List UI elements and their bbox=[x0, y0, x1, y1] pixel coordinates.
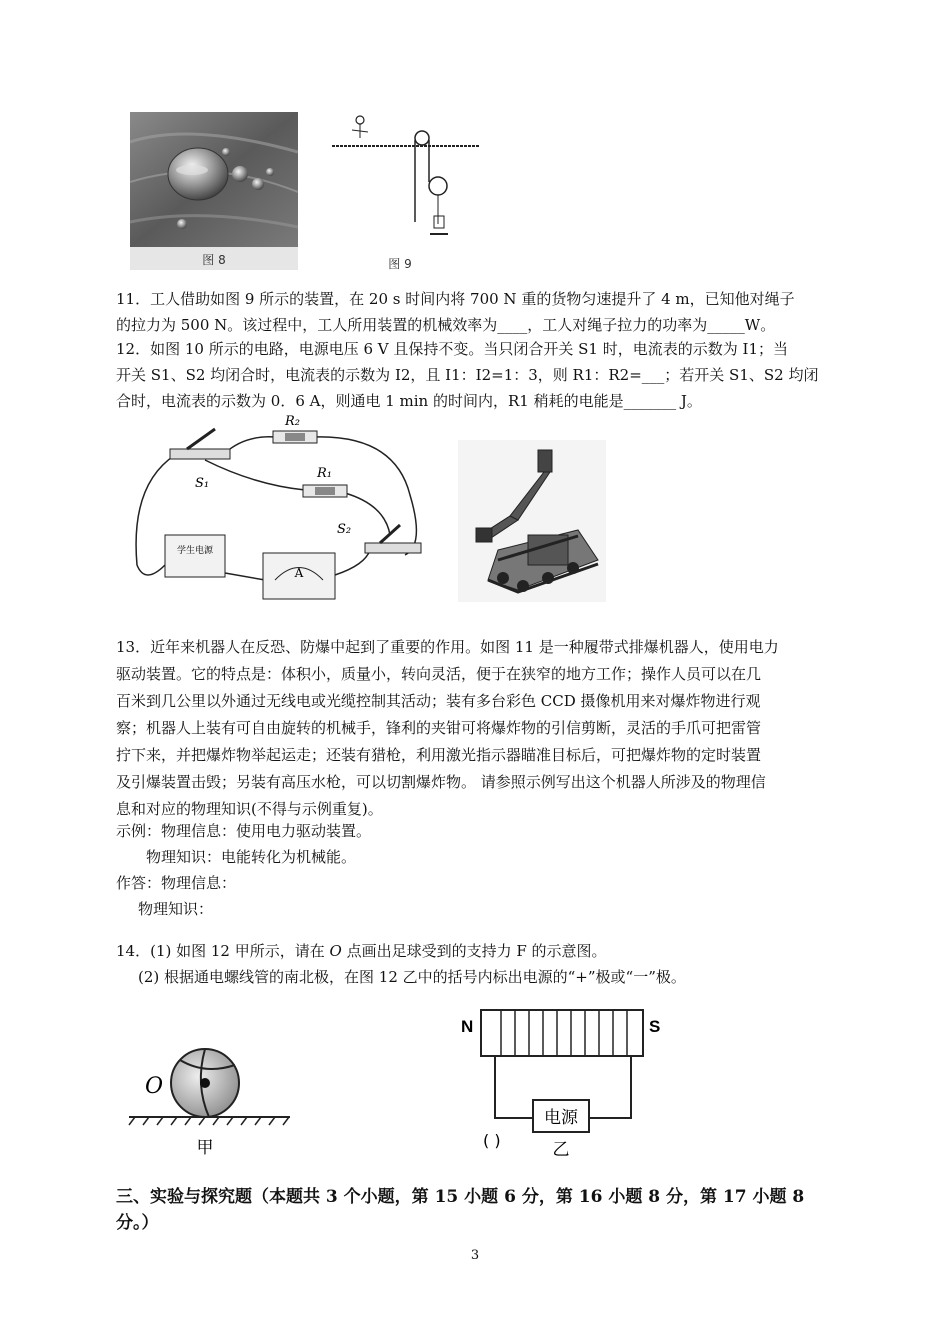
figure-11-robot bbox=[458, 440, 606, 602]
figure-12b bbox=[455, 1000, 680, 1160]
circuit-diagram bbox=[125, 415, 435, 605]
label-power-source: 电源 bbox=[544, 1108, 578, 1128]
figure-12a bbox=[125, 1035, 295, 1160]
label-s-pole: S bbox=[649, 1017, 661, 1036]
q13-line-3: 百米到几公里以外通过无线电或光缆控制其活动；装有多台彩色 CCD 摄像机用来对爆炸物进行观 bbox=[116, 692, 761, 710]
page-number: 3 bbox=[470, 1248, 480, 1263]
q11-line-2: 的拉力为 500 N。该过程中，工人所用装置的机械效率为____，工人对绳子拉力的功率为_____W。 bbox=[116, 316, 776, 334]
figure-8-caption: 图 8 bbox=[202, 253, 226, 267]
q13-answer-knowledge: 物理知识： bbox=[138, 900, 214, 918]
q13-line-7: 息和对应的物理知识(不得与示例重复)。 bbox=[116, 800, 383, 818]
q14-part-2: (2) 根据通电螺线管的南北极，在图 12 乙中的括号内标出电源的“+”极或“一”极。 bbox=[138, 968, 686, 986]
droplets-photo bbox=[130, 112, 298, 270]
q14-part1-pre: 14．(1) 如图 12 甲所示，请在 bbox=[116, 942, 330, 960]
label-ammeter: A bbox=[294, 566, 304, 580]
label-r2: R₂ bbox=[285, 415, 300, 429]
q13-example-info: 示例：物理信息：使用电力驱动装置。 bbox=[116, 822, 372, 840]
question-11 bbox=[116, 286, 846, 338]
pulley-diagram bbox=[330, 112, 485, 272]
q13-line-1: 13．近年来机器人在反恐、防爆中起到了重要的作用。如图 11 是一种履带式排爆机器人，使用电力 bbox=[116, 638, 779, 656]
label-polarity-bracket: ( ) bbox=[483, 1131, 501, 1150]
q13-example-knowledge: 物理知识：电能转化为机械能。 bbox=[146, 848, 357, 866]
q13-line-4: 察；机器人上装有可自由旋转的机械手，锋利的夹钳可将爆炸物的引信剪断，灵活的手爪可把雷管 bbox=[116, 719, 762, 737]
section-3-line-1: 三、实验与探究题（本题共 3 个小题，第 15 小题 6 分，第 16 小题 8 分，第 17 小题 8 bbox=[116, 1187, 805, 1207]
figure-9 bbox=[330, 112, 485, 272]
figure-12a-caption: 甲 bbox=[196, 1138, 214, 1158]
figure-12b-caption: 乙 bbox=[552, 1140, 570, 1160]
section-3-line-2: 分。） bbox=[116, 1213, 159, 1233]
q13-line-2: 驱动装置。它的特点是：体积小，质量小，转向灵活，便于在狭窄的地方工作；操作人员可以在几 bbox=[116, 665, 762, 683]
label-s1: S₁ bbox=[195, 476, 210, 491]
q13-line-6: 及引爆装置击毁；另装有高压水枪，可以切割爆炸物。 请参照示例写出这个机器人所涉及的物理信 bbox=[116, 773, 766, 791]
section-3-heading bbox=[116, 1184, 846, 1236]
label-supply: 学生电源 bbox=[176, 546, 214, 556]
label-n-pole: N bbox=[461, 1017, 474, 1036]
figure-8 bbox=[130, 112, 298, 270]
robot-photo bbox=[458, 440, 606, 602]
label-r1: R₁ bbox=[317, 466, 332, 481]
q12-line-3: 合时，电流表的示数为 0．6 A，则通电 1 min 的时间内，R1 稍耗的电能是_______ J。 bbox=[116, 392, 702, 410]
q14-point-o: O bbox=[329, 942, 342, 960]
solenoid-diagram bbox=[455, 1000, 680, 1160]
label-s2: S₂ bbox=[337, 522, 352, 537]
question-13 bbox=[116, 634, 846, 823]
ball-diagram bbox=[125, 1035, 295, 1160]
q12-line-2: 开关 S1、S2 均闭合时，电流表的示数为 I2，且 I1：I2=1：3，则 R1：R2=___；若开关 S1、S2 均闭 bbox=[116, 366, 819, 384]
figure-10-circuit bbox=[125, 415, 435, 605]
q14-part-1 bbox=[116, 940, 607, 961]
q14-part1-post: 点画出足球受到的支持力 F 的示意图。 bbox=[341, 942, 607, 960]
q11-line-1: 11．工人借助如图 9 所示的装置，在 20 s 时间内将 700 N 重的货物匀速提升了 4 m，已知他对绳子 bbox=[116, 290, 795, 308]
question-12 bbox=[116, 336, 846, 414]
point-o bbox=[200, 1078, 210, 1088]
q12-line-1: 12．如图 10 所示的电路，电源电压 6 V 且保持不变。当只闭合开关 S1 时，电流表的示数为 I1；当 bbox=[116, 340, 788, 358]
q13-answer-info: 作答：物理信息： bbox=[116, 874, 237, 892]
figure-9-caption: 图 9 bbox=[388, 257, 412, 271]
q13-line-5: 拧下来，并把爆炸物举起运走；还装有猎枪，利用激光指示器瞄准目标后，可把爆炸物的定时装置 bbox=[116, 746, 762, 764]
label-o: O bbox=[145, 1074, 164, 1099]
